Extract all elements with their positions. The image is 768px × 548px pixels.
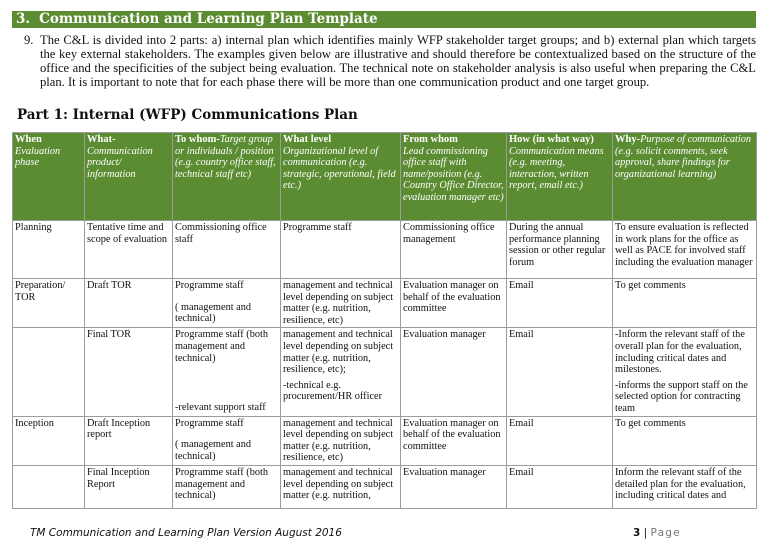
to-whom-text: Programme staff (both management and technical): [175, 329, 269, 364]
paragraph-text: The C&L is divided into 2 parts: a) internal plan which identifies mainly WFP stakeholder target groups; and b) external plan which targets the key external stakeholders. The examples given below are illustrative and should therefore be contextualized based on the structure of the office and the specificities of the subject being evaluation. The technical note on stakeholder analysis is also useful when preparing the C&L plan. It is important to note that for each phase there will be more than one communication product and one target group.: [40, 33, 756, 89]
cell-why: To ensure evaluation is reflected in work plans for the office as well as PACE for involved staff including the evaluation manager: [613, 221, 757, 279]
footer-page-indicator: [633, 527, 681, 539]
cell-when: Inception: [13, 416, 85, 465]
section-number: 3.: [16, 11, 31, 27]
cell-how: Email: [507, 279, 613, 328]
header-how: How (in what way) Communication means (e.g. meeting, interaction, written report, email etc.): [507, 133, 613, 221]
section-heading: [12, 11, 756, 28]
to-whom-text: Programme staff: [175, 280, 244, 291]
to-whom-extra: -relevant support staff: [175, 402, 266, 414]
header-what-level: What level Organizational level of communication (e.g. strategic, operational, field etc.): [281, 133, 401, 221]
cell-how: During the annual performance planning session or other regular forum: [507, 221, 613, 279]
cell-when: [13, 465, 85, 508]
cell-from: Evaluation manager on behalf of the evaluation committee: [401, 416, 507, 465]
level-extra: -technical e.g. procurement/HR officer: [283, 379, 383, 403]
page-number: 3: [633, 527, 641, 539]
cell-when: Preparation/ TOR: [13, 279, 85, 328]
table-row: [13, 465, 757, 508]
cell-what: Draft Inception report: [85, 416, 173, 465]
to-whom-extra: ( management and technical): [175, 439, 252, 462]
cell-to-whom: [173, 328, 281, 416]
cell-level: [281, 328, 401, 416]
cell-from: Evaluation manager on behalf of the evaluation committee: [401, 279, 507, 328]
section-title: Communication and Learning Plan Template: [39, 11, 378, 27]
page-word: Page: [650, 527, 681, 539]
header-to-whom: To whom-Target group or individuals / position (e.g. country office staff, technical staff etc): [173, 133, 281, 221]
header-from-whom: From whom Lead commissioning office staff with name/position (e.g. Country Office Director, evaluation manager etc): [401, 133, 507, 221]
cell-why: To get comments: [613, 416, 757, 465]
cell-what: Tentative time and scope of evaluation: [85, 221, 173, 279]
header-what: What- Communication product/ information: [85, 133, 173, 221]
cell-why: Inform the relevant staff of the detailed plan for the evaluation, including critical dates and: [613, 465, 757, 508]
communications-plan-table: [12, 132, 757, 509]
cell-why: To get comments: [613, 279, 757, 328]
to-whom-extra: ( management and technical): [175, 301, 252, 325]
cell-what: Draft TOR: [85, 279, 173, 328]
cell-how: Email: [507, 416, 613, 465]
cell-when: Planning: [13, 221, 85, 279]
cell-from: Evaluation manager: [401, 328, 507, 416]
level-text: management and technical level depending on subject matter (e.g. nutrition, resilience, etc);: [283, 329, 394, 376]
paragraph-9: [12, 33, 756, 89]
why-text: -Inform the relevant staff of the overall plan for the evaluation, including critical dates and milestones.: [615, 329, 745, 376]
cell-level: management and technical level depending on subject matter (e.g. nutrition, resilience, etc): [281, 416, 401, 465]
table-header-row: [13, 133, 757, 221]
cell-to-whom: [173, 279, 281, 328]
cell-what: Final Inception Report: [85, 465, 173, 508]
cell-how: Email: [507, 465, 613, 508]
table-row: [13, 221, 757, 279]
cell-level: Programme staff: [281, 221, 401, 279]
cell-from: Evaluation manager: [401, 465, 507, 508]
page-separator: |: [643, 527, 648, 539]
paragraph-number: 9.: [24, 33, 34, 47]
table-row: [13, 416, 757, 465]
cell-level: management and technical level depending on subject matter (e.g. nutrition,: [281, 465, 401, 508]
to-whom-text: Programme staff: [175, 417, 244, 429]
cell-to-whom: [173, 416, 281, 465]
cell-how: Email: [507, 328, 613, 416]
part-heading: Part 1: Internal (WFP) Communications Plan: [17, 107, 358, 123]
why-extra: -informs the support staff on the selected option for contracting team: [615, 379, 748, 414]
header-when: When Evaluation phase: [13, 133, 85, 221]
cell-to-whom: Commissioning office staff: [173, 221, 281, 279]
cell-what: Final TOR: [85, 328, 173, 416]
cell-why: [613, 328, 757, 416]
cell-from: Commissioning office management: [401, 221, 507, 279]
cell-to-whom: Programme staff (both management and technical): [173, 465, 281, 508]
header-why: Why-Purpose of communication (e.g. solicit comments, seek approval, share findings for organizational learning): [613, 133, 757, 221]
cell-level: management and technical level depending on subject matter (e.g. nutrition, resilience, etc): [281, 279, 401, 328]
cell-when: [13, 328, 85, 416]
table-row: [13, 328, 757, 416]
footer-document-title: TM Communication and Learning Plan Version August 2016: [30, 527, 342, 539]
table-row: [13, 279, 757, 328]
